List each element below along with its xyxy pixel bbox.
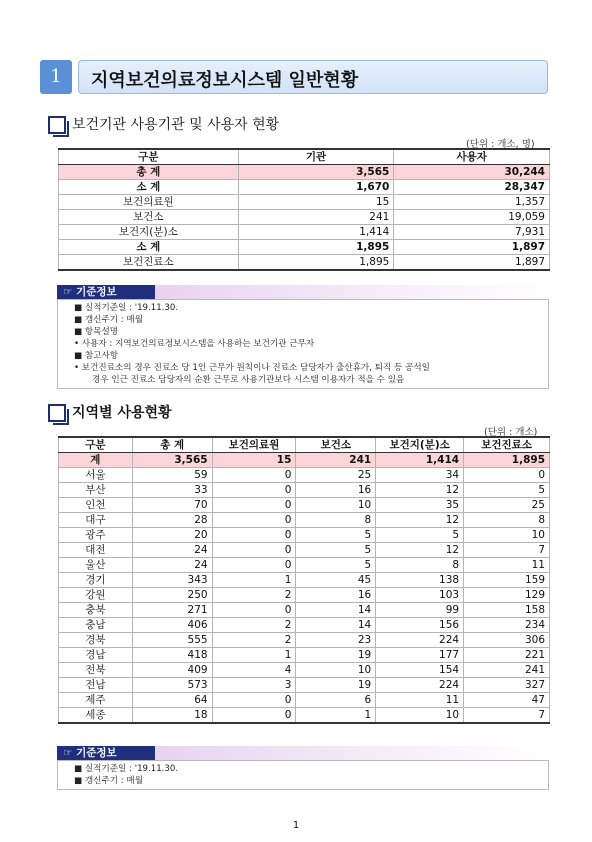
cell-value: 343 bbox=[132, 573, 212, 588]
cell-value: 24 bbox=[132, 543, 212, 558]
info-line: ■ 갱신주기 : 매월 bbox=[74, 315, 144, 325]
cell-value: 16 bbox=[296, 588, 376, 603]
cell-value: 1,414 bbox=[238, 225, 394, 240]
cell-value: 2 bbox=[212, 633, 296, 648]
section2-unit: (단위 : 개소) bbox=[484, 427, 538, 438]
chapter-title: 지역보건의료정보시스템 일반현황 bbox=[91, 70, 359, 91]
row-label: 경기 bbox=[59, 573, 133, 588]
info-line: • 보건진료소의 경우 진료소 당 1인 근무가 원칙이나 진료소 담당자가 출산휴가, 퇴직 등 공석일 bbox=[74, 363, 430, 373]
cell-value: 7 bbox=[464, 708, 550, 724]
table-header-row bbox=[59, 149, 550, 165]
cell-value: 11 bbox=[464, 558, 550, 573]
cell-value: 1,670 bbox=[238, 180, 394, 195]
chapter-number: 1 bbox=[40, 60, 72, 94]
info-box bbox=[57, 299, 549, 389]
section1-title: 보건기관 사용기관 및 사용자 현황 bbox=[72, 117, 280, 133]
table-row bbox=[59, 210, 550, 225]
row-label: 소 계 bbox=[59, 240, 239, 255]
row-label: 충북 bbox=[59, 603, 133, 618]
cell-value: 12 bbox=[376, 483, 464, 498]
cell-value: 5 bbox=[296, 543, 376, 558]
cell-value: 0 bbox=[212, 558, 296, 573]
table-row bbox=[59, 483, 550, 498]
cell-value: 0 bbox=[212, 543, 296, 558]
table-row bbox=[59, 543, 550, 558]
cell-value: 327 bbox=[464, 678, 550, 693]
table-row bbox=[59, 498, 550, 513]
cell-value: 2 bbox=[212, 588, 296, 603]
cell-value: 224 bbox=[376, 678, 464, 693]
cell-value: 10 bbox=[296, 663, 376, 678]
row-label: 충남 bbox=[59, 618, 133, 633]
cell-value: 1,895 bbox=[238, 240, 394, 255]
cell-value: 1,897 bbox=[394, 240, 550, 255]
row-label: 대구 bbox=[59, 513, 133, 528]
row-label: 경북 bbox=[59, 633, 133, 648]
column-header: 보건지(분)소 bbox=[376, 437, 464, 453]
cell-value: 10 bbox=[376, 708, 464, 724]
cell-value: 156 bbox=[376, 618, 464, 633]
cell-value: 33 bbox=[132, 483, 212, 498]
cell-value: 241 bbox=[464, 663, 550, 678]
cell-value: 241 bbox=[296, 453, 376, 468]
column-header: 구분 bbox=[59, 437, 133, 453]
column-header: 구분 bbox=[59, 149, 239, 165]
cell-value: 19 bbox=[296, 648, 376, 663]
cell-value: 306 bbox=[464, 633, 550, 648]
cell-value: 154 bbox=[376, 663, 464, 678]
cell-value: 12 bbox=[376, 543, 464, 558]
info-line: ■ 실적기준일 : '19.11.30. bbox=[74, 303, 179, 313]
cell-value: 0 bbox=[212, 498, 296, 513]
column-header: 사용자 bbox=[394, 149, 550, 165]
cell-value: 234 bbox=[464, 618, 550, 633]
cell-value: 7,931 bbox=[394, 225, 550, 240]
table-header-row bbox=[59, 437, 550, 453]
cell-value: 0 bbox=[212, 483, 296, 498]
row-label: 소 계 bbox=[59, 180, 239, 195]
table-row bbox=[59, 513, 550, 528]
cell-value: 241 bbox=[238, 210, 394, 225]
row-label: 인천 bbox=[59, 498, 133, 513]
cell-value: 18 bbox=[132, 708, 212, 724]
row-label: 경남 bbox=[59, 648, 133, 663]
cell-value: 47 bbox=[464, 693, 550, 708]
cell-value: 20 bbox=[132, 528, 212, 543]
cell-value: 0 bbox=[212, 468, 296, 483]
info-line: ■ 참고사항 bbox=[74, 351, 119, 361]
cell-value: 28,347 bbox=[394, 180, 550, 195]
section2-table bbox=[58, 436, 550, 724]
row-label: 총 계 bbox=[59, 165, 239, 180]
cell-value: 59 bbox=[132, 468, 212, 483]
cell-value: 0 bbox=[212, 603, 296, 618]
cell-value: 1,895 bbox=[464, 453, 550, 468]
table-row bbox=[59, 195, 550, 210]
row-label: 제주 bbox=[59, 693, 133, 708]
row-label: 울산 bbox=[59, 558, 133, 573]
row-label: 보건의료원 bbox=[59, 195, 239, 210]
cell-value: 1 bbox=[212, 648, 296, 663]
table-row bbox=[59, 648, 550, 663]
cell-value: 8 bbox=[376, 558, 464, 573]
row-label: 보건지(분)소 bbox=[59, 225, 239, 240]
info-tag-gradient bbox=[155, 746, 549, 760]
section1-table bbox=[58, 148, 550, 271]
cell-value: 25 bbox=[296, 468, 376, 483]
cell-value: 15 bbox=[212, 453, 296, 468]
table-row bbox=[59, 663, 550, 678]
cell-value: 14 bbox=[296, 618, 376, 633]
cell-value: 573 bbox=[132, 678, 212, 693]
cell-value: 271 bbox=[132, 603, 212, 618]
cell-value: 1 bbox=[296, 708, 376, 724]
cell-value: 34 bbox=[376, 468, 464, 483]
cell-value: 45 bbox=[296, 573, 376, 588]
cell-value: 1,357 bbox=[394, 195, 550, 210]
cell-value: 0 bbox=[464, 468, 550, 483]
row-label: 전남 bbox=[59, 678, 133, 693]
cell-value: 25 bbox=[464, 498, 550, 513]
cell-value: 64 bbox=[132, 693, 212, 708]
column-header: 보건소 bbox=[296, 437, 376, 453]
info-tag: ☞ 기준정보 bbox=[57, 285, 155, 299]
cell-value: 6 bbox=[296, 693, 376, 708]
cell-value: 159 bbox=[464, 573, 550, 588]
cell-value: 138 bbox=[376, 573, 464, 588]
cell-value: 70 bbox=[132, 498, 212, 513]
table-row bbox=[59, 558, 550, 573]
cell-value: 1,895 bbox=[238, 255, 394, 271]
row-label: 광주 bbox=[59, 528, 133, 543]
column-header: 기관 bbox=[238, 149, 394, 165]
cell-value: 15 bbox=[238, 195, 394, 210]
cell-value: 221 bbox=[464, 648, 550, 663]
info-box bbox=[57, 760, 549, 790]
info-line: ■ 실적기준일 : '19.11.30. bbox=[74, 764, 179, 774]
page-number: 1 bbox=[292, 820, 300, 831]
table-row bbox=[59, 633, 550, 648]
cell-value: 1,414 bbox=[376, 453, 464, 468]
cell-value: 555 bbox=[132, 633, 212, 648]
cell-value: 5 bbox=[296, 528, 376, 543]
table-row bbox=[59, 603, 550, 618]
cell-value: 0 bbox=[212, 513, 296, 528]
section1-unit: (단위 : 개소, 명) bbox=[466, 139, 535, 150]
cell-value: 99 bbox=[376, 603, 464, 618]
cell-value: 3,565 bbox=[132, 453, 212, 468]
table-row bbox=[59, 588, 550, 603]
cell-value: 19,059 bbox=[394, 210, 550, 225]
table-row bbox=[59, 573, 550, 588]
cell-value: 5 bbox=[464, 483, 550, 498]
cell-value: 8 bbox=[296, 513, 376, 528]
cell-value: 14 bbox=[296, 603, 376, 618]
cell-value: 129 bbox=[464, 588, 550, 603]
info-line: ■ 항목설명 bbox=[74, 327, 119, 337]
cell-value: 0 bbox=[212, 693, 296, 708]
cell-value: 10 bbox=[296, 498, 376, 513]
cell-value: 177 bbox=[376, 648, 464, 663]
info-tag-gradient bbox=[155, 285, 549, 299]
info-line: • 사용자 : 지역보건의료정보시스템을 사용하는 보건기관 근무자 bbox=[74, 339, 315, 349]
cell-value: 406 bbox=[132, 618, 212, 633]
column-header: 보건의료원 bbox=[212, 437, 296, 453]
section-square-icon bbox=[48, 116, 66, 134]
cell-value: 8 bbox=[464, 513, 550, 528]
cell-value: 30,244 bbox=[394, 165, 550, 180]
row-label: 서울 bbox=[59, 468, 133, 483]
cell-value: 4 bbox=[212, 663, 296, 678]
row-label: 강원 bbox=[59, 588, 133, 603]
cell-value: 409 bbox=[132, 663, 212, 678]
cell-value: 1,897 bbox=[394, 255, 550, 271]
section2-title: 지역별 사용현황 bbox=[72, 405, 172, 421]
table-row bbox=[59, 693, 550, 708]
cell-value: 19 bbox=[296, 678, 376, 693]
table-row bbox=[59, 618, 550, 633]
cell-value: 24 bbox=[132, 558, 212, 573]
cell-value: 250 bbox=[132, 588, 212, 603]
cell-value: 10 bbox=[464, 528, 550, 543]
info-line: ■ 갱신주기 : 매월 bbox=[74, 776, 144, 786]
info-tag: ☞ 기준정보 bbox=[57, 746, 155, 760]
row-label: 부산 bbox=[59, 483, 133, 498]
cell-value: 224 bbox=[376, 633, 464, 648]
cell-value: 158 bbox=[464, 603, 550, 618]
cell-value: 12 bbox=[376, 513, 464, 528]
cell-value: 3 bbox=[212, 678, 296, 693]
cell-value: 28 bbox=[132, 513, 212, 528]
table-row bbox=[59, 165, 550, 180]
table-row bbox=[59, 528, 550, 543]
row-label: 세종 bbox=[59, 708, 133, 724]
cell-value: 418 bbox=[132, 648, 212, 663]
column-header: 보건진료소 bbox=[464, 437, 550, 453]
cell-value: 35 bbox=[376, 498, 464, 513]
cell-value: 5 bbox=[296, 558, 376, 573]
row-label: 계 bbox=[59, 453, 133, 468]
cell-value: 103 bbox=[376, 588, 464, 603]
chapter-header bbox=[40, 60, 548, 94]
table-total-row bbox=[59, 453, 550, 468]
cell-value: 7 bbox=[464, 543, 550, 558]
column-header: 총 계 bbox=[132, 437, 212, 453]
info-line: 경우 인근 진료소 담당자의 순환 근무로 사용기관보다 시스템 이용자가 적을 수 있음 bbox=[92, 375, 405, 385]
table-row bbox=[59, 225, 550, 240]
row-label: 보건소 bbox=[59, 210, 239, 225]
table-row bbox=[59, 180, 550, 195]
cell-value: 11 bbox=[376, 693, 464, 708]
chapter-title-box bbox=[78, 60, 548, 94]
row-label: 대전 bbox=[59, 543, 133, 558]
cell-value: 16 bbox=[296, 483, 376, 498]
table-row bbox=[59, 708, 550, 724]
cell-value: 5 bbox=[376, 528, 464, 543]
table-row bbox=[59, 468, 550, 483]
cell-value: 0 bbox=[212, 528, 296, 543]
row-label: 전북 bbox=[59, 663, 133, 678]
table-row bbox=[59, 240, 550, 255]
table-row bbox=[59, 255, 550, 271]
cell-value: 2 bbox=[212, 618, 296, 633]
row-label: 보건진료소 bbox=[59, 255, 239, 271]
section-square-icon bbox=[48, 404, 66, 422]
cell-value: 1 bbox=[212, 573, 296, 588]
table-row bbox=[59, 678, 550, 693]
cell-value: 23 bbox=[296, 633, 376, 648]
cell-value: 3,565 bbox=[238, 165, 394, 180]
cell-value: 0 bbox=[212, 708, 296, 724]
